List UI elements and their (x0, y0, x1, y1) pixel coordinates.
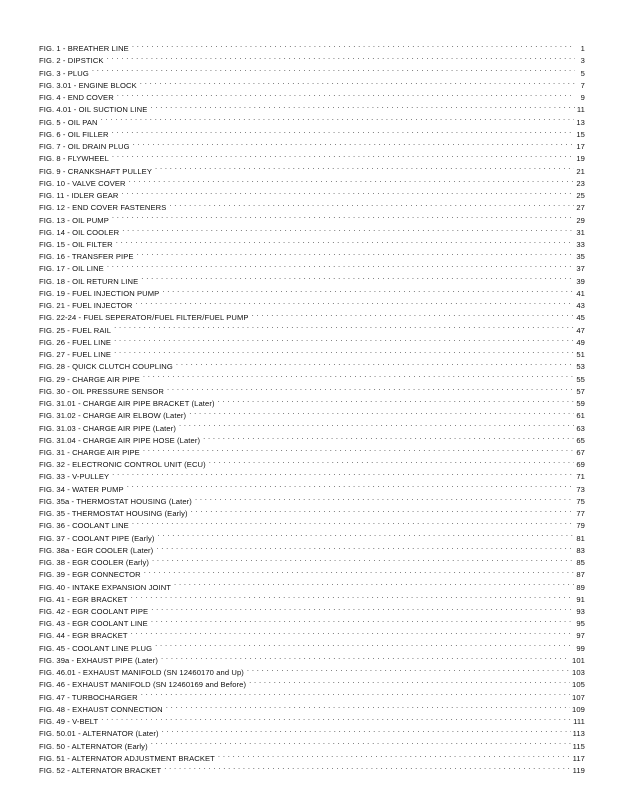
toc-entry-title: FIG. 38 - EGR COOLER (Early) (39, 558, 149, 568)
toc-entry-page-number: 21 (576, 166, 585, 176)
toc-entry-page-number: 5 (580, 68, 585, 78)
toc-entry-title: FIG. 11 - IDLER GEAR (39, 191, 119, 201)
toc-entry-page-number: 107 (572, 692, 585, 702)
toc-entry[interactable] (39, 724, 585, 739)
toc-entry-title: FIG. 4.01 - OIL SUCTION LINE (39, 105, 148, 115)
toc-entry-title: FIG. 45 - COOLANT LINE PLUG (39, 643, 153, 653)
toc-entry-title: FIG. 31.04 - CHARGE AIR PIPE HOSE (Later) (39, 435, 201, 445)
toc-entry[interactable] (39, 320, 585, 335)
toc-entry-page-number: 111 (573, 717, 585, 727)
toc-entry-title: FIG. 10 - VALVE COVER (39, 178, 126, 188)
toc-entry[interactable] (39, 125, 585, 137)
toc-entry-title: FIG. 29 - CHARGE AIR PIPE (39, 374, 140, 384)
dot-leader (155, 161, 574, 173)
dot-leader (247, 663, 570, 675)
dot-leader (112, 210, 574, 222)
dot-leader (143, 369, 575, 381)
toc-entry-title: FIG. 18 - OIL RETURN LINE (39, 276, 139, 286)
dot-leader (161, 651, 570, 663)
toc-entry-page-number: 23 (576, 178, 585, 188)
toc-entry-page-number: 81 (576, 533, 585, 543)
toc-entry-title: FIG. 42 - EGR COOLANT PIPE (39, 607, 149, 617)
toc-entry-page-number: 119 (572, 766, 585, 776)
toc-entry-title: FIG. 39a - EXHAUST PIPE (Later) (39, 655, 159, 665)
toc-entry-page-number: 59 (576, 399, 585, 409)
dot-leader (191, 504, 575, 516)
toc-entry-page-number: 105 (572, 680, 585, 690)
toc-entry-title: FIG. 35 - THERMOSTAT HOUSING (Early) (39, 509, 188, 519)
toc-entry[interactable] (39, 149, 585, 164)
dot-leader (158, 528, 575, 540)
dot-leader (133, 137, 575, 149)
dot-leader (252, 308, 575, 320)
dot-leader (179, 418, 574, 430)
toc-entry[interactable] (39, 76, 585, 88)
toc-entry-page-number: 55 (576, 374, 585, 384)
toc-entry-title: FIG. 19 - FUEL INJECTION PUMP (39, 288, 160, 298)
toc-entry-title: FIG. 48 - EXHAUST CONNECTION (39, 704, 163, 714)
toc-entry-page-number: 41 (576, 288, 585, 298)
toc-entry-title: FIG. 7 - OIL DRAIN PLUG (39, 142, 130, 152)
toc-entry-page-number: 7 (580, 80, 585, 90)
toc-entry-title: FIG. 27 - FUEL LINE (39, 350, 112, 360)
dot-leader (107, 51, 575, 63)
dot-leader (122, 223, 574, 235)
toc-entry-page-number: 69 (576, 460, 585, 470)
toc-entry-page-number: 35 (576, 252, 585, 262)
toc-entry-page-number: 15 (576, 129, 585, 139)
toc-entry-page-number: 53 (576, 362, 585, 372)
dot-leader (195, 492, 574, 504)
toc-entry[interactable] (39, 467, 585, 482)
dot-leader (127, 479, 575, 491)
toc-entry-page-number: 51 (576, 350, 585, 360)
toc-entry-page-number: 1 (580, 44, 585, 54)
dot-leader (107, 259, 575, 271)
toc-entry[interactable] (39, 210, 585, 225)
toc-entry-page-number: 93 (576, 607, 585, 617)
dot-leader (156, 541, 574, 553)
dot-leader (137, 247, 575, 259)
toc-entry-page-number: 101 (572, 655, 585, 665)
toc-entry-title: FIG. 28 - QUICK CLUTCH COUPLING (39, 362, 173, 372)
toc-entry-page-number: 9 (580, 93, 585, 103)
toc-entry-page-number: 57 (576, 386, 585, 396)
dot-leader (150, 100, 574, 112)
toc-entry-title: FIG. 36 - COOLANT LINE (39, 521, 129, 531)
toc-entry-title: FIG. 22-24 - FUEL SEPERATOR/FUEL FILTER/FUEL PUMP (39, 313, 249, 323)
toc-entry-page-number: 25 (576, 191, 585, 201)
toc-entry-page-number: 47 (576, 325, 585, 335)
toc-entry[interactable] (39, 259, 585, 274)
dot-leader (249, 675, 570, 687)
toc-entry-page-number: 99 (576, 643, 585, 653)
dot-leader (218, 749, 571, 761)
toc-entry-page-number: 79 (576, 521, 585, 531)
toc-entry-title: FIG. 32 - ELECTRONIC CONTROL UNIT (ECU) (39, 460, 206, 470)
toc-entry-title: FIG. 5 - OIL PAN (39, 117, 98, 127)
toc-entry-page-number: 71 (576, 472, 585, 482)
toc-entry-title: FIG. 9 - CRANKSHAFT PULLEY (39, 166, 153, 176)
toc-entry-page-number: 87 (576, 570, 585, 580)
toc-entry-title: FIG. 31.03 - CHARGE AIR PIPE (Later) (39, 423, 176, 433)
dot-leader (122, 186, 575, 198)
dot-leader (164, 761, 570, 773)
toc-entry-page-number: 19 (576, 154, 585, 164)
dot-leader (144, 565, 575, 577)
toc-entry-page-number: 39 (576, 276, 585, 286)
toc-entry-title: FIG. 6 - OIL FILLER (39, 129, 109, 139)
dot-leader (167, 382, 574, 394)
toc-entry-page-number: 103 (572, 668, 585, 678)
toc-entry-page-number: 73 (576, 484, 585, 494)
toc-entry-page-number: 83 (576, 545, 585, 555)
dot-leader (151, 614, 575, 626)
toc-entry-page-number: 75 (576, 496, 585, 506)
toc-entry-page-number: 13 (576, 117, 585, 127)
toc-entry[interactable] (39, 137, 585, 152)
toc-entry-title: FIG. 3 - PLUG (39, 68, 89, 78)
dot-leader (132, 516, 575, 528)
toc-entry[interactable] (39, 63, 585, 78)
toc-entry-title: FIG. 38a - EGR COOLER (Later) (39, 545, 154, 555)
dot-leader (132, 39, 575, 51)
toc-entry[interactable] (39, 357, 585, 372)
toc-entry-title: FIG. 15 - OIL FILTER (39, 239, 113, 249)
dot-leader (141, 687, 570, 699)
dot-leader (112, 125, 575, 137)
dot-leader (174, 577, 574, 589)
toc-entry-title: FIG. 12 - END COVER FASTENERS (39, 203, 167, 213)
toc-entry-title: FIG. 31 - CHARGE AIR PIPE (39, 447, 140, 457)
dot-leader (101, 712, 571, 724)
toc-entry-title: FIG. 44 - EGR BRACKET (39, 631, 128, 641)
toc-entry-title: FIG. 8 - FLYWHEEL (39, 154, 109, 164)
dot-leader (162, 724, 571, 736)
toc-entry-page-number: 33 (576, 239, 585, 249)
toc-entry-title: FIG. 46.01 - EXHAUST MANIFOLD (SN 12460170 and Up) (39, 668, 244, 678)
toc-entry-page-number: 11 (576, 105, 585, 115)
dot-leader (114, 320, 574, 332)
toc-entry[interactable] (39, 186, 585, 201)
dot-leader (151, 602, 574, 614)
dot-leader (114, 333, 574, 345)
dot-leader (155, 638, 574, 650)
dot-leader (152, 553, 574, 565)
toc-entry-page-number: 45 (576, 313, 585, 323)
toc-entry-page-number: 91 (576, 594, 585, 604)
toc-entry[interactable] (39, 39, 585, 54)
toc-entry-title: FIG. 34 - WATER PUMP (39, 484, 124, 494)
toc-entry-title: FIG. 51 - ALTERNATOR ADJUSTMENT BRACKET (39, 753, 215, 763)
toc-entry-title: FIG. 46 - EXHAUST MANIFOLD (SN 12460169 and Before) (39, 680, 247, 690)
toc-entry[interactable] (39, 479, 585, 494)
toc-entry-page-number: 3 (580, 56, 585, 66)
toc-entry-page-number: 115 (572, 741, 585, 751)
toc-entry-title: FIG. 47 - TURBOCHARGER (39, 692, 138, 702)
dot-leader (218, 394, 575, 406)
toc-entry-title: FIG. 16 - TRANSFER PIPE (39, 252, 134, 262)
dot-leader (176, 357, 574, 369)
toc-entry-title: FIG. 30 - OIL PRESSURE SENSOR (39, 386, 164, 396)
toc-entry-title: FIG. 4 - END COVER (39, 93, 114, 103)
dot-leader (209, 455, 575, 467)
toc-entry-title: FIG. 43 - EGR COOLANT LINE (39, 619, 148, 629)
toc-entry[interactable] (39, 161, 585, 176)
dot-leader (92, 63, 575, 75)
dot-leader (116, 235, 575, 247)
toc-entry-page-number: 43 (576, 301, 585, 311)
toc-entry-page-number: 97 (576, 631, 585, 641)
dot-leader (203, 431, 574, 443)
toc-entry[interactable] (39, 271, 585, 286)
dot-leader (117, 88, 575, 100)
toc-entry-page-number: 85 (576, 558, 585, 568)
toc-entry-title: FIG. 33 - V-PULLEY (39, 472, 110, 482)
toc-entry-title: FIG. 21 - FUEL INJECTOR (39, 301, 133, 311)
toc-entry-title: FIG. 13 - OIL PUMP (39, 215, 109, 225)
dot-leader (162, 284, 574, 296)
toc-entry[interactable] (39, 235, 585, 247)
dot-leader (131, 590, 575, 602)
toc-entry-page-number: 67 (576, 447, 585, 457)
dot-leader (189, 406, 574, 418)
dot-leader (135, 296, 574, 308)
dot-leader (112, 467, 574, 479)
dot-leader (151, 736, 571, 748)
toc-entry-title: FIG. 52 - ALTERNATOR BRACKET (39, 766, 162, 776)
toc-entry[interactable] (39, 712, 585, 727)
toc-entry-page-number: 89 (576, 582, 585, 592)
dot-leader (101, 112, 575, 124)
dot-leader (140, 76, 575, 88)
toc-entry-title: FIG. 26 - FUEL LINE (39, 337, 112, 347)
toc-entry[interactable] (39, 100, 585, 115)
dot-leader (166, 700, 570, 712)
toc-entry-page-number: 17 (576, 142, 585, 152)
toc-entry-page-number: 27 (576, 203, 585, 213)
toc-entry-page-number: 37 (576, 264, 585, 274)
dot-leader (143, 443, 575, 455)
table-of-contents (39, 39, 585, 776)
toc-entry-page-number: 113 (572, 729, 585, 739)
toc-entry-title: FIG. 2 - DIPSTICK (39, 56, 104, 66)
toc-entry-title: FIG. 50 - ALTERNATOR (Early) (39, 741, 148, 751)
toc-entry[interactable] (39, 223, 585, 235)
toc-entry-page-number: 65 (576, 435, 585, 445)
toc-entry-page-number: 31 (576, 227, 585, 237)
toc-entry-page-number: 63 (576, 423, 585, 433)
toc-entry-title: FIG. 41 - EGR BRACKET (39, 594, 128, 604)
toc-entry-title: FIG. 50.01 - ALTERNATOR (Later) (39, 729, 159, 739)
dot-leader (169, 198, 574, 210)
dot-leader (114, 345, 574, 357)
toc-entry-page-number: 77 (576, 509, 585, 519)
toc-entry[interactable] (39, 112, 585, 127)
toc-entry-title: FIG. 31.01 - CHARGE AIR PIPE BRACKET (Later) (39, 399, 215, 409)
toc-entry-page-number: 49 (576, 337, 585, 347)
toc-entry-title: FIG. 3.01 - ENGINE BLOCK (39, 80, 137, 90)
toc-entry-title: FIG. 40 - INTAKE EXPANSION JOINT (39, 582, 172, 592)
toc-entry-title: FIG. 39 - EGR CONNECTOR (39, 570, 141, 580)
toc-entry-title: FIG. 31.02 - CHARGE AIR ELBOW (Later) (39, 411, 187, 421)
toc-entry-page-number: 61 (576, 411, 585, 421)
toc-entry-title: FIG. 1 - BREATHER LINE (39, 44, 129, 54)
toc-entry[interactable] (39, 51, 585, 66)
toc-entry-title: FIG. 49 - V-BELT (39, 717, 99, 727)
toc-entry-title: FIG. 35a - THERMOSTAT HOUSING (Later) (39, 496, 192, 506)
toc-entry-title: FIG. 14 - OIL COOLER (39, 227, 120, 237)
toc-entry[interactable] (39, 88, 585, 103)
toc-entry-title: FIG. 25 - FUEL RAIL (39, 325, 112, 335)
dot-leader (131, 626, 575, 638)
toc-entry[interactable] (39, 345, 585, 360)
toc-entry-page-number: 117 (572, 753, 585, 763)
toc-entry-title: FIG. 37 - COOLANT PIPE (Early) (39, 533, 155, 543)
toc-entry-title: FIG. 17 - OIL LINE (39, 264, 104, 274)
dot-leader (112, 149, 574, 161)
toc-entry-page-number: 29 (576, 215, 585, 225)
toc-entry[interactable] (39, 247, 585, 262)
toc-entry[interactable] (39, 333, 585, 345)
toc-entry-page-number: 95 (576, 619, 585, 629)
dot-leader (141, 271, 574, 283)
toc-entry-page-number: 109 (572, 704, 585, 714)
dot-leader (129, 174, 575, 186)
